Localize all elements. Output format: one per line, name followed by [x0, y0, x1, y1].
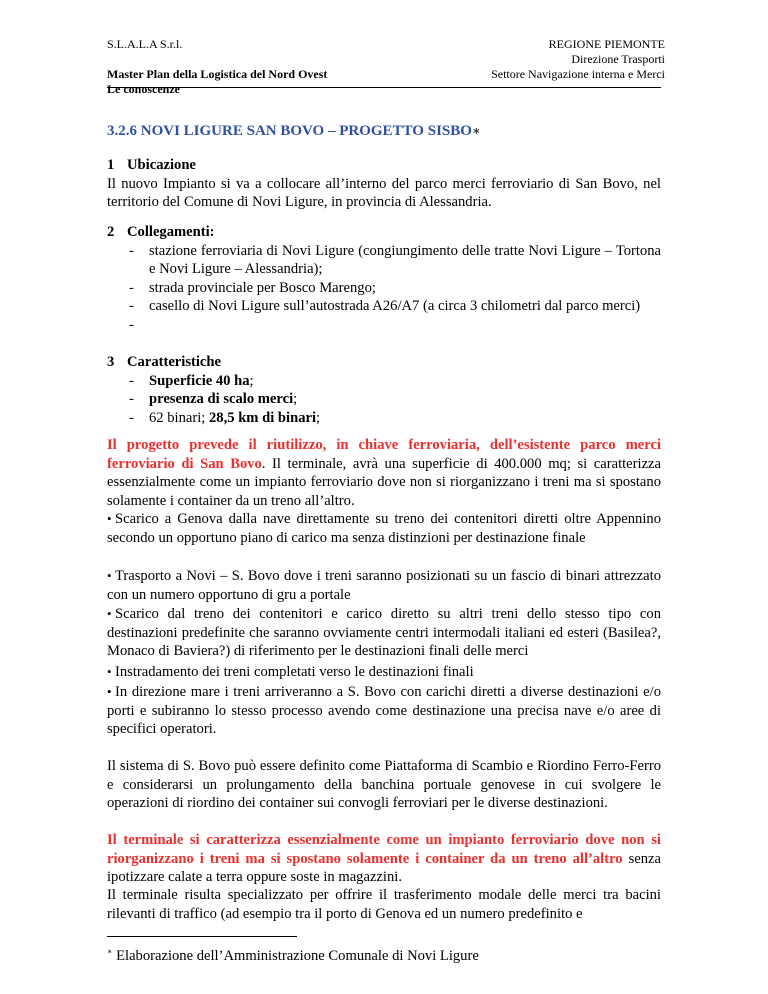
paragraph-text: Il terminale risulta specializzato per offrire il trasferimento modale delle merci tra bacini rilevanti di traffico (ad esempio tra il porto di Genova ed un numero predefinito e [107, 887, 661, 922]
list-item-bold: Superficie 40 ha [149, 372, 250, 389]
list-item-text: casello di Novi Ligure sull’autostrada A26/A7 (a circa 3 chilometri dal parco merci) [149, 298, 641, 314]
list-dash: - [129, 279, 134, 296]
footnote [107, 943, 479, 965]
bullet-item [107, 663, 661, 682]
bullet-item [107, 510, 661, 547]
list-item [107, 297, 661, 316]
bullet-marker: • [107, 568, 112, 583]
company-name: S.L.A.L.A S.r.l. [107, 37, 183, 51]
header-right [491, 37, 665, 82]
header-divider [107, 87, 661, 88]
highlighted-text: Il terminale si caratterizza essenzialmente come un impianto ferroviario dove non si riorganizzano i treni ma si spostano solamente i container da un treno all’altro [107, 832, 661, 867]
section-caratteristiche [107, 353, 661, 427]
footnote-reference: ∗ [471, 123, 481, 138]
bullet-text: Scarico a Genova dalla nave direttamente su treno dei contenitori diretti oltre Appennino secondo un opportuno piano di carico ma senza distinzioni per destinazione finale [107, 511, 661, 546]
bullet-text: Trasporto a Novi – S. Bovo dove i treni saranno posizionati su un fascio di binari attrezzato con un numero opportuno di gru a portale [107, 568, 661, 603]
department-name: Direzione Trasporti [571, 52, 665, 66]
bullet-marker: • [107, 511, 112, 526]
bullet-item [107, 683, 661, 739]
bullet-item [107, 605, 661, 661]
section-heading-text: Ubicazione [127, 157, 196, 173]
bullet-item [107, 567, 661, 604]
intro-paragraph [107, 436, 661, 510]
paragraph [107, 886, 661, 923]
region-name: REGIONE PIEMONTE [548, 37, 665, 51]
section-heading-text: Caratteristiche [127, 354, 222, 370]
section-ubicazione [107, 156, 661, 212]
bullet-marker: • [107, 606, 112, 621]
list-item [107, 409, 661, 428]
paragraph [107, 757, 661, 813]
section-heading [107, 223, 661, 242]
list-item-bold: 28,5 km di binari [209, 409, 317, 426]
list-item [107, 279, 661, 298]
paragraph [107, 831, 661, 887]
list-item-text: stazione ferroviaria di Novi Ligure (congiungimento delle tratte Novi Ligure – Tortona e Novi Ligure – Alessandria); [149, 242, 661, 277]
list-dash: - [129, 391, 134, 407]
section-body: Il nuovo Impianto si va a collocare all’interno del parco merci ferroviario di San Bovo, nel territorio del Comune di Novi Ligure, in provincia di Alessandria. [107, 175, 661, 210]
section-heading [107, 353, 661, 372]
list-item [107, 242, 661, 279]
list-item-text: ; [249, 372, 254, 389]
list-item [107, 316, 661, 335]
bullet-marker: • [107, 684, 112, 699]
section-heading [107, 156, 661, 175]
list-item [107, 372, 661, 391]
section-title [107, 122, 481, 140]
section-number: 1 [107, 157, 115, 173]
paragraph-text: Il sistema di S. Bovo può essere definito come Piattaforma di Scambio e Riordino Ferro-Ferro e considerarsi un prolungamento della banchina portuale genovese in cui svolgere le operazioni di riordino dei container sui convogli ferroviari per le diverse destinazioni. [107, 758, 661, 811]
section-heading-text: Collegamenti: [127, 224, 215, 240]
section-number: 3 [107, 354, 115, 370]
list-item-text: strada provinciale per Bosco Marengo; [149, 279, 376, 296]
paragraph-text: . Il terminale, avrà una superficie di 400.000 mq; si caratterizza essenzialmente come un impianto ferroviario dove non si riorganizzano i treni ma si spostano solamente i container da un treno all’altro. [107, 455, 661, 509]
list-dash: - [129, 372, 134, 389]
sector-name: Settore Navigazione interna e Merci [491, 67, 665, 81]
bullet-marker: • [107, 664, 112, 679]
list-dash: - [129, 298, 134, 314]
footnote-text: Elaborazione dell’Amministrazione Comunale di Novi Ligure [116, 947, 479, 964]
bullet-text: In direzione mare i treni arriveranno a S. Bovo con carichi diretti a diverse destinazioni e/o porti e subiranno lo stesso processo avendo come destinazione una precisa nave e/o aree di specifici operatori. [107, 684, 661, 737]
list-dash: - [129, 242, 134, 259]
bullet-text: Instradamento dei treni completati verso le destinazioni finali [115, 664, 474, 680]
document-subtitle: Le conoscenze [107, 82, 180, 96]
highlighted-text: Il progetto prevede il riutilizzo, in chiave ferroviaria, dell’esistente parco merci ferroviario di San Bovo [107, 437, 661, 472]
paragraph-text: senza ipotizzare calate a terra oppure soste in magazzini. [107, 850, 661, 885]
section-collegamenti [107, 223, 661, 334]
list-item-text: ; [293, 391, 298, 407]
footnote-marker: ∗ [107, 947, 113, 956]
header-left [107, 37, 327, 97]
list-dash: - [129, 316, 134, 333]
document-title: Master Plan della Logistica del Nord Ovest [107, 67, 328, 81]
section-title-text: 3.2.6 NOVI LIGURE SAN BOVO – PROGETTO SISBO [107, 123, 472, 139]
section-number: 2 [107, 224, 115, 240]
list-item [107, 390, 661, 409]
list-item-text: ; [316, 409, 321, 426]
list-item-text: 62 binari; [149, 409, 209, 426]
footnote-divider [107, 936, 297, 937]
list-dash: - [129, 409, 134, 426]
list-item-bold: presenza di scalo merci [149, 391, 294, 407]
bullet-text: Scarico dal treno dei contenitori e carico diretto su altri treni dello stesso tipo con destinazioni predefinite che saranno ovviamente centri intermodali italiani ed esteri (Basilea?, Monaco di Baviera?) di riferimento per le destinazioni finali delle merci [107, 606, 661, 659]
